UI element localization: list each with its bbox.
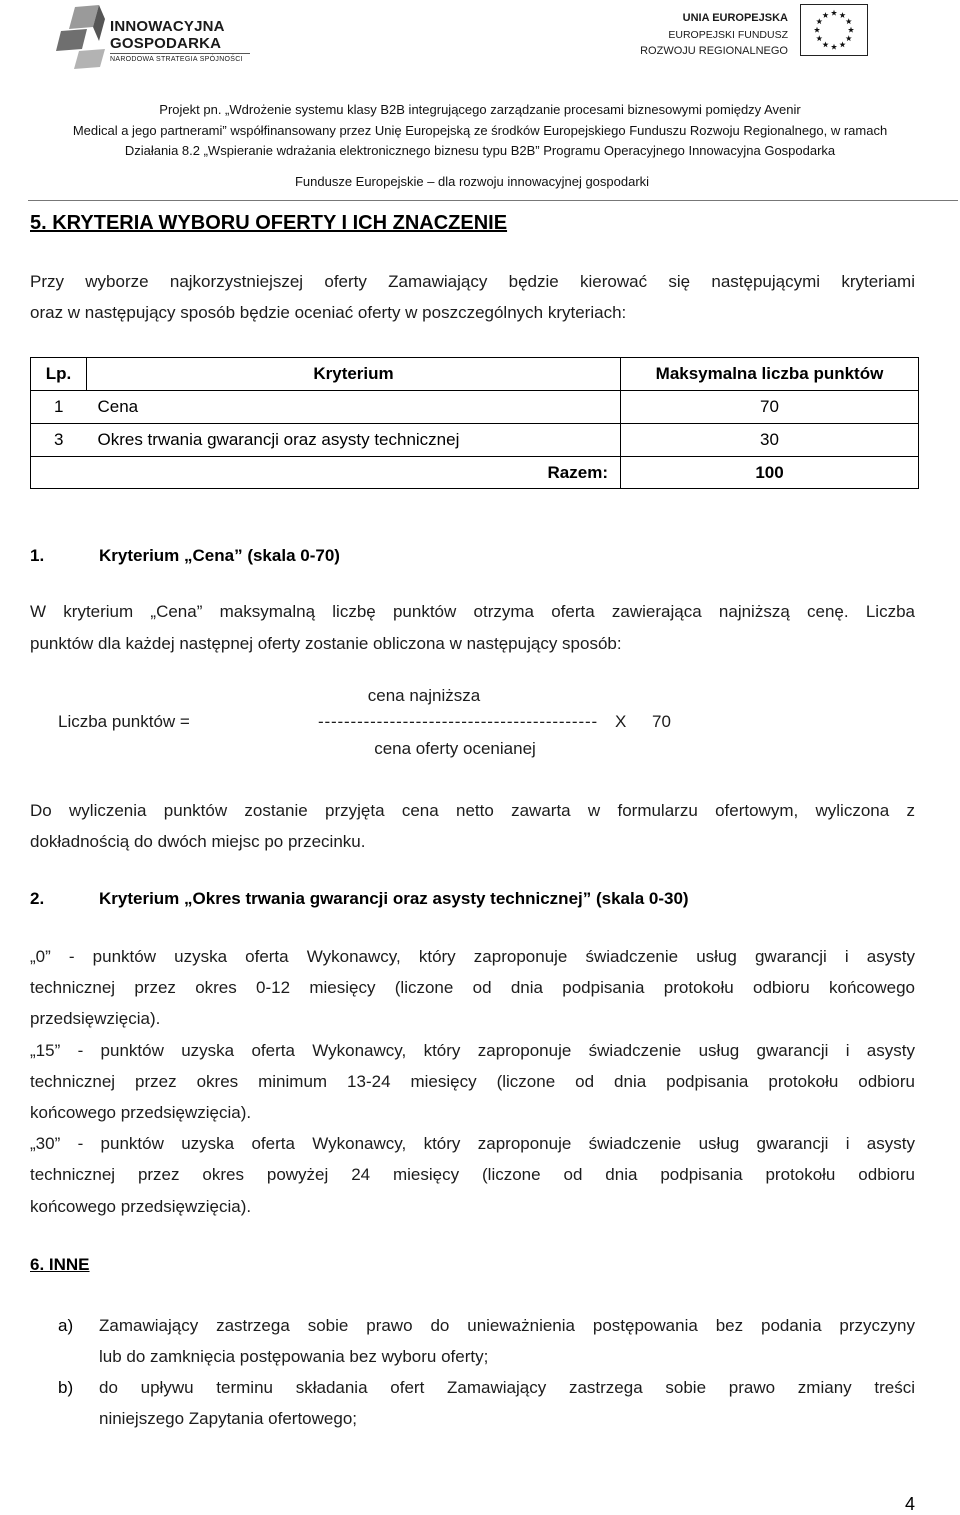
list-item-label: a) [58, 1316, 74, 1335]
logo-right-line1: UNIA EUROPEJSKA [682, 12, 788, 24]
project-info-slogan: Fundusze Europejskie – dla rozwoju innowacyjnej gospodarki [294, 174, 650, 189]
scoring-option-30 [30, 1128, 915, 1222]
table-total-row [31, 457, 919, 489]
formula-left-side: Liczba punktów = [58, 712, 190, 731]
option-line: końcowego przedsięwzięcia). [30, 1196, 252, 1216]
row-criterion: Okres trwania gwarancji oraz asysty technicznej [87, 424, 621, 457]
note-line: Do wyliczenia punktów zostanie przyjęta cena netto zawarta w formularzu ofertowym, wyliczona z [30, 801, 915, 820]
formula-multiply-sign: X [615, 712, 627, 731]
list-item-text [99, 1372, 915, 1434]
criteria-table [30, 357, 919, 489]
logo-right-line3: ROZWOJU REGIONALNEGO [640, 45, 788, 57]
page-number: 4 [904, 1494, 915, 1514]
formula-fraction-bar: ------------------------------------------- [318, 712, 598, 731]
section-6-heading: 6. INNE [30, 1255, 90, 1274]
criteria-table-header [31, 358, 919, 391]
row-lp: 3 [31, 424, 87, 457]
option-line: „15” - punktów uzyska oferta Wykonawcy, który zaproponuje świadczenie usług gwarancji i asysty [30, 1040, 915, 1060]
logo-left-divider [110, 53, 250, 54]
description-line: punktów dla każdej następnej oferty zostanie obliczona w następujący sposób: [30, 634, 622, 653]
criterion-1-number: 1. [30, 546, 45, 565]
criterion-1-note [30, 795, 915, 857]
option-line: „0” - punktów uzyska oferta Wykonawcy, który zaproponuje świadczenie usług gwarancji i asysty [30, 947, 915, 966]
header-criterion: Kryterium [87, 358, 621, 391]
list-item-line: Zamawiający zastrzega sobie prawo do unieważnienia postępowania bez podania przyczyny [99, 1316, 915, 1335]
table-row [31, 391, 919, 424]
option-line: „30” - punktów uzyska oferta Wykonawcy, który zaproponuje świadczenie usług gwarancji i asysty [30, 1134, 915, 1154]
formula-numerator: cena najniższa [367, 686, 481, 705]
note-line: dokładnością do dwóch miejsc po przecinku. [30, 832, 366, 851]
emblem-shape [74, 49, 105, 69]
list-item-text [99, 1310, 915, 1372]
project-info-line: Działania 8.2 „Wspieranie wdrażania elektronicznego biznesu typu B2B” Programu Operacyjnego Innowacyjna Gospodarka [124, 143, 836, 158]
row-lp: 1 [31, 391, 87, 424]
total-label: Razem: [31, 457, 621, 489]
logo-left-tagline: NARODOWA STRATEGIA SPÓJNOŚCI [110, 56, 243, 63]
header-rule [28, 200, 958, 201]
criterion-2-number: 2. [30, 889, 45, 908]
total-value: 100 [621, 457, 919, 489]
option-line: technicznej przez okres minimum 13-24 miesięcy (liczone od dnia podpisania protokołu odbioru [30, 1071, 915, 1091]
innowacyjna-gospodarka-emblem-icon [55, 5, 107, 69]
logo-left-subtitle: GOSPODARKA [110, 35, 222, 52]
intro-line: oraz w następujący sposób będzie oceniać oferty w poszczególnych kryteriach: [30, 303, 627, 322]
criterion-2-options [30, 941, 915, 1222]
logo-left-title: INNOWACYJNA [110, 18, 225, 35]
section-5-intro [30, 266, 915, 328]
row-points: 70 [621, 391, 919, 424]
intro-line: Przy wyborze najkorzystniejszej oferty Zamawiający będzie kierować się następującymi kryteriami [30, 272, 915, 291]
row-criterion: Cena [87, 391, 621, 424]
header-max-points: Maksymalna liczba punktów [621, 358, 919, 391]
formula-factor: 70 [652, 712, 671, 731]
scoring-option-15 [30, 1035, 915, 1129]
row-points: 30 [621, 424, 919, 457]
formula-denominator: cena oferty ocenianej [374, 739, 536, 758]
option-line: technicznej przez okres powyżej 24 miesięcy (liczone od dnia podpisania protokołu odbioru [30, 1165, 915, 1185]
project-info-line: Medical a jego partnerami” współfinansowany przez Unię Europejską ze środków Europejskiego Funduszu Rozwoju Regionalnego, w ramach [72, 123, 888, 138]
criterion-2-title: Kryterium „Okres trwania gwarancji oraz asysty technicznej” (skala 0-30) [99, 889, 689, 908]
option-line: końcowego przedsięwzięcia). [30, 1103, 252, 1123]
scoring-option-0 [30, 941, 915, 1035]
list-item-line: do upływu terminu składania ofert Zamawiający zastrzega sobie prawo zmiany treści [99, 1378, 915, 1397]
list-item-label: b) [58, 1378, 74, 1397]
table-row [31, 424, 919, 457]
logo-right-line2: EUROPEJSKI FUNDUSZ [668, 29, 788, 41]
criterion-1-title: Kryterium „Cena” (skala 0-70) [99, 546, 340, 565]
option-line: przedsięwzięcia). [30, 1009, 161, 1029]
description-line: W kryterium „Cena” maksymalną liczbę punktów otrzyma oferta zawierająca najniższą cenę. Liczba [30, 602, 915, 621]
criterion-1-description [30, 596, 915, 660]
list-item-line: lub do zamknięcia postępowania bez wyboru oferty; [99, 1347, 489, 1366]
emblem-shape [56, 29, 87, 51]
section-5-heading: 5. KRYTERIA WYBORU OFERTY I ICH ZNACZENIE [30, 212, 508, 234]
eu-flag-icon [800, 4, 868, 56]
list-item-line: niniejszego Zapytania ofertowego; [99, 1409, 357, 1428]
header-lp: Lp. [31, 358, 87, 391]
project-info-line: Projekt pn. „Wdrożenie systemu klasy B2B integrującego zarządzanie procesami biznesowymi pomiędzy Avenir [159, 102, 801, 117]
option-line: technicznej przez okres 0-12 miesięcy (liczone od dnia podpisania protokołu odbioru końcowego [30, 978, 915, 998]
